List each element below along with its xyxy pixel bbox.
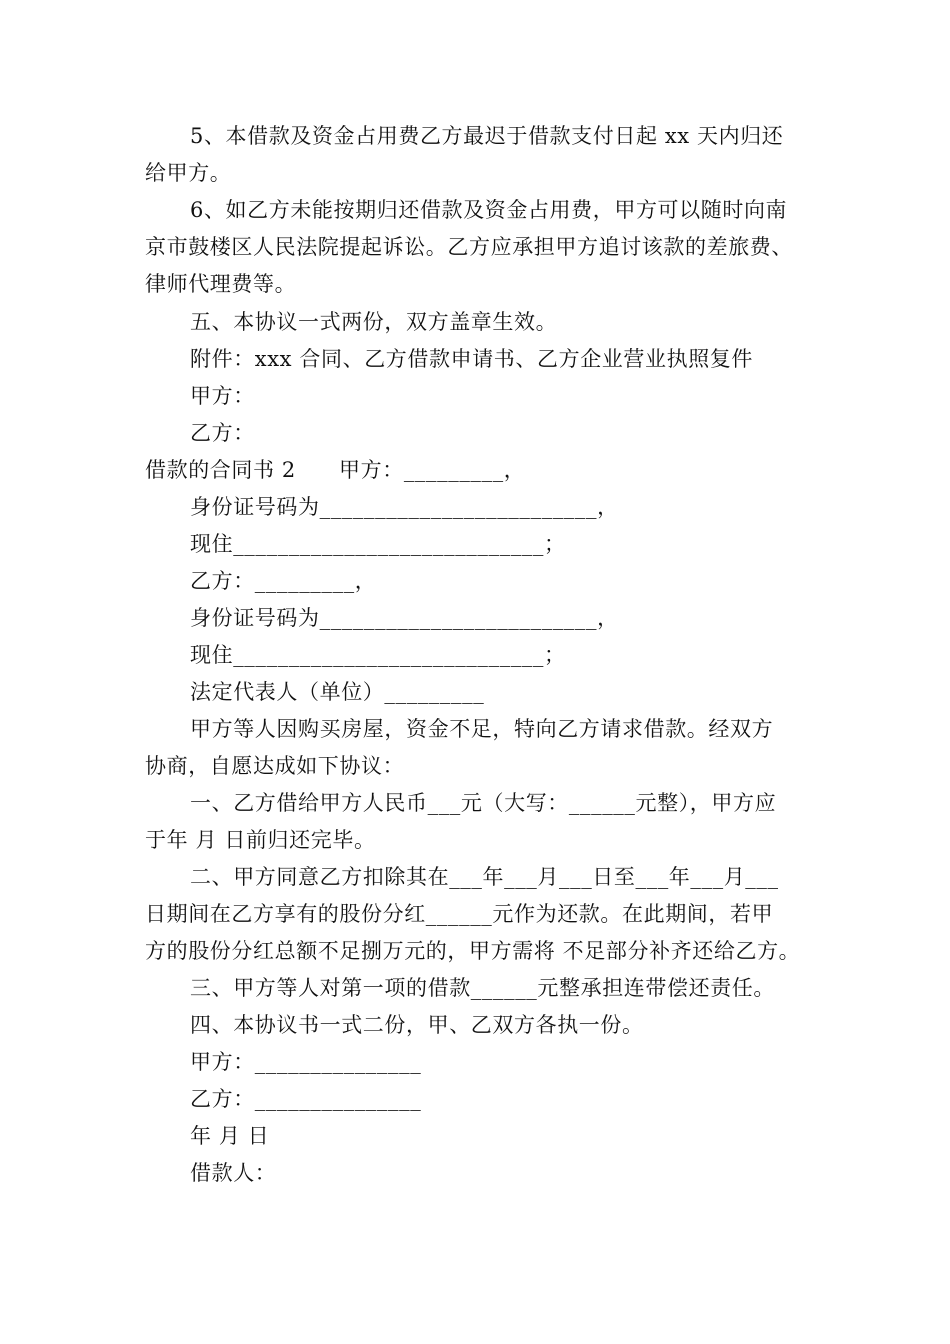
preamble-line-1: 甲方等人因购买房屋，资金不足，特向乙方请求借款。经双方 [190,717,774,741]
party-a-signature: 甲方： [190,384,255,408]
party-a-address: 现住____________________________； [190,532,566,556]
clause-5-line-1: 5、本借款及资金占用费乙方最迟于借款支付日起 xx 天内归还 [190,124,784,148]
legal-representative: 法定代表人（单位）_________ [190,680,485,704]
party-b-name: 乙方：_________， [190,569,377,593]
party-b-sign-line: 乙方：_______________ [190,1087,422,1111]
article-3: 三、甲方等人对第一项的借款______元整承担连带偿还责任。 [190,976,775,1000]
party-a-id-number: 身份证号码为_________________________， [190,495,619,519]
article-1-line-2: 于年 月 日前归还完毕。 [145,828,376,852]
attachments-line: 附件：xxx 合同、乙方借款申请书、乙方企业营业执照复件 [190,347,754,371]
clause-6-line-3: 律师代理费等。 [145,272,297,296]
preamble-line-2: 协商，自愿达成如下协议： [145,754,405,778]
party-b-id-number: 身份证号码为_________________________， [190,606,619,630]
article-4: 四、本协议书一式二份，甲、乙双方各执一份。 [190,1013,644,1037]
article-2-line-2: 日期间在乙方享有的股份分红______元作为还款。在此期间，若甲 [145,902,774,926]
date-line: 年 月 日 [190,1124,270,1148]
clause-6-line-2: 京市鼓楼区人民法院提起诉讼。乙方应承担甲方追讨该款的差旅费、 [145,235,793,259]
clause-5-line-2: 给甲方。 [145,161,232,185]
article-2-line-3: 方的股份分红总额不足捌万元的，甲方需将 不足部分补齐还给乙方。 [145,939,801,963]
contract-2-heading: 借款的合同书 2 甲方：_________， [145,458,526,482]
clause-6-line-1: 6、如乙方未能按期归还借款及资金占用费，甲方可以随时向南 [190,198,788,222]
borrower-line: 借款人： [190,1161,277,1185]
clause-five: 五、本协议一式两份，双方盖章生效。 [190,310,558,334]
party-b-signature: 乙方： [190,421,255,445]
article-1-line-1: 一、乙方借给甲方人民币___元（大写：______元整），甲方应 [190,791,777,815]
article-2-line-1: 二、甲方同意乙方扣除其在___年___月___日至___年___月___ [190,865,779,889]
party-a-sign-line: 甲方：_______________ [190,1050,422,1074]
party-b-address: 现住____________________________； [190,643,566,667]
